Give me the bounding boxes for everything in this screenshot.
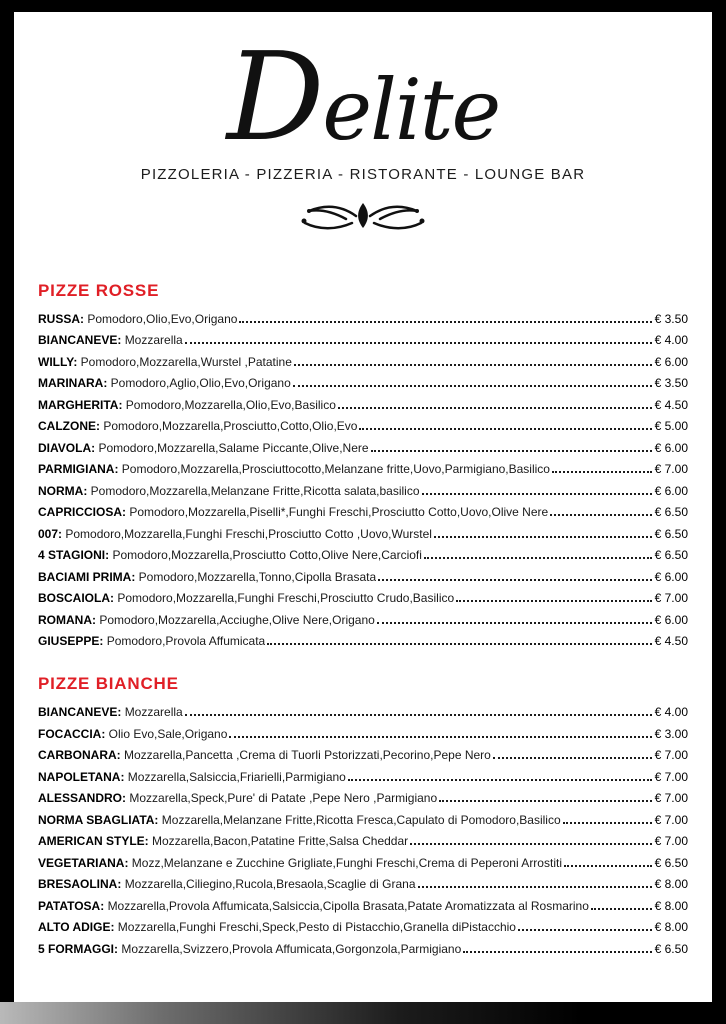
dot-leader — [422, 493, 652, 495]
item-text — [38, 749, 491, 762]
dot-leader — [456, 600, 651, 602]
menu-item-row — [38, 921, 688, 934]
menu-item-row — [38, 506, 688, 519]
menu-item-row — [38, 528, 688, 541]
item-price: € 4.00 — [654, 705, 688, 720]
item-description: Olio Evo,Sale,Origano — [108, 727, 228, 741]
item-text — [38, 549, 422, 562]
item-description: Pomodoro,Provola Affumicata — [106, 635, 266, 649]
item-description: Mozzarella,Pancetta ,Crema di Tuorli Pstorizzati,Pecorino,Pepe Nero — [124, 749, 491, 763]
section-title: PIZZE ROSSE — [38, 280, 160, 300]
item-name: WILLY: — [38, 355, 78, 369]
item-text — [38, 771, 346, 784]
item-name: BRESAOLINA: — [38, 878, 122, 892]
item-price: € 4.50 — [654, 397, 688, 412]
item-text — [38, 857, 562, 870]
item-name: GIUSEPPE: — [38, 635, 104, 649]
item-text — [38, 792, 437, 805]
menu-item-row — [38, 592, 688, 605]
item-name: PARMIGIANA: — [38, 463, 119, 477]
item-name: CARBONARA: — [38, 749, 121, 763]
item-name: CALZONE: — [38, 420, 100, 434]
menu-item-row — [38, 334, 688, 347]
menu-item-row — [38, 878, 688, 891]
item-price: € 7.00 — [654, 791, 688, 806]
item-text — [38, 728, 227, 741]
dot-leader — [563, 822, 652, 824]
item-price: € 8.00 — [654, 898, 688, 913]
item-text — [38, 614, 375, 627]
item-price: € 7.00 — [654, 812, 688, 827]
dot-leader — [552, 471, 652, 473]
item-price: € 6.50 — [654, 855, 688, 870]
dot-leader — [348, 779, 652, 781]
item-text — [38, 442, 369, 455]
item-description: Pomodoro,Olio,Evo,Origano — [87, 312, 238, 326]
dot-leader — [418, 886, 652, 888]
dot-leader — [229, 736, 651, 738]
dot-leader — [185, 714, 652, 716]
item-price: € 4.50 — [654, 634, 688, 649]
dot-leader — [564, 865, 652, 867]
dot-leader — [294, 364, 652, 366]
item-description: Mozzarella — [124, 334, 183, 348]
item-price: € 4.00 — [654, 333, 688, 348]
item-text — [38, 420, 357, 433]
item-price: € 8.00 — [654, 920, 688, 935]
item-text — [38, 814, 561, 827]
item-description: Pomodoro,Mozzarella,Prosciuttocotto,Melanzane fritte,Uovo,Parmigiano,Basilico — [121, 463, 550, 477]
item-price: € 7.00 — [654, 769, 688, 784]
dot-leader — [434, 536, 652, 538]
item-description: Pomodoro,Mozzarella,Melanzane Fritte,Ricotta salata,basilico — [90, 484, 420, 498]
item-price: € 6.00 — [654, 440, 688, 455]
item-price: € 6.50 — [654, 941, 688, 956]
floral-flourish-icon — [14, 197, 712, 237]
menu-item-row — [38, 463, 688, 476]
item-text — [38, 334, 183, 347]
item-name: MARINARA: — [38, 377, 108, 391]
item-description: Pomodoro,Mozzarella,Acciughe,Olive Nere,Origano — [99, 613, 375, 627]
section-title: PIZZE BIANCHE — [38, 674, 179, 694]
item-text — [38, 313, 237, 326]
dot-leader — [591, 908, 652, 910]
item-name: ALESSANDRO: — [38, 792, 127, 806]
item-price: € 6.50 — [654, 505, 688, 520]
menu-item-row — [38, 814, 688, 827]
menu-item-row — [38, 728, 688, 741]
item-description: Pomodoro,Mozzarella,Prosciutto,Cotto,Olio,Evo — [103, 420, 358, 434]
item-text — [38, 485, 420, 498]
item-text — [38, 835, 408, 848]
item-price: € 8.00 — [654, 877, 688, 892]
menu-item-row — [38, 749, 688, 762]
item-name: CAPRICCIOSA: — [38, 506, 127, 520]
menu-item-row — [38, 771, 688, 784]
menu-item-row — [38, 549, 688, 562]
item-price: € 3.50 — [654, 376, 688, 391]
dot-leader — [267, 643, 651, 645]
item-name: RUSSA: — [38, 312, 85, 326]
menu-item-row — [38, 356, 688, 369]
item-description: Mozz,Melanzane e Zucchine Grigliate,Funghi Freschi,Crema di Peperoni Arrostiti — [131, 856, 562, 870]
dot-leader — [463, 951, 651, 953]
item-price: € 6.00 — [654, 483, 688, 498]
item-description: Mozzarella,Speck,Pure' di Patate ,Pepe Nero ,Parmigiano — [129, 792, 438, 806]
item-description: Pomodoro,Mozzarella,Funghi Freschi,Prosciutto Crudo,Basilico — [117, 592, 455, 606]
item-name: FOCACCIA: — [38, 727, 106, 741]
item-price: € 3.00 — [654, 726, 688, 741]
item-name: AMERICAN STYLE: — [38, 835, 149, 849]
item-price: € 7.00 — [654, 462, 688, 477]
menu-item-row — [38, 571, 688, 584]
item-text — [38, 900, 589, 913]
item-description: Pomodoro,Mozzarella,Wurstel ,Patatine — [80, 355, 292, 369]
menu-item-row — [38, 377, 688, 390]
dot-leader — [439, 800, 651, 802]
item-text — [38, 506, 548, 519]
item-name: MARGHERITA: — [38, 398, 123, 412]
menu-item-row — [38, 792, 688, 805]
item-description: Mozzarella,Ciliegino,Rucola,Bresaola,Scaglie di Grana — [124, 878, 416, 892]
item-name: BACIAMI PRIMA: — [38, 570, 136, 584]
item-description: Pomodoro,Mozzarella,Piselli*,Funghi Freschi,Prosciutto Cotto,Uovo,Olive Nere — [129, 506, 549, 520]
item-text — [38, 592, 454, 605]
item-text — [38, 356, 292, 369]
item-description: Mozzarella,Provola Affumicata,Salsiccia,Cipolla Brasata,Patate Aromatizzata al Rosmarino — [107, 899, 589, 913]
dot-leader — [293, 385, 652, 387]
item-name: BOSCAIOLA: — [38, 592, 114, 606]
item-description: Pomodoro,Aglio,Olio,Evo,Origano — [110, 377, 291, 391]
menu-item-row — [38, 900, 688, 913]
dot-leader — [371, 450, 652, 452]
item-description: Mozzarella,Melanzane Fritte,Ricotta Fresca,Capulato di Pomodoro,Basilico — [161, 813, 561, 827]
brand-subtitle: PIZZOLERIA - PIZZERIA - RISTORANTE - LOUNGE BAR — [140, 165, 586, 183]
item-name: PATATOSA: — [38, 899, 105, 913]
menu-item-row — [38, 835, 688, 848]
menu-item-row — [38, 485, 688, 498]
menu-item-row — [38, 442, 688, 455]
item-price: € 7.00 — [654, 591, 688, 606]
dot-leader — [239, 321, 651, 323]
brand-title: Delite — [226, 26, 500, 168]
dot-leader — [424, 557, 652, 559]
item-description: Pomodoro,Mozzarella,Tonno,Cipolla Brasata — [138, 570, 377, 584]
item-name: BIANCANEVE: — [38, 706, 122, 720]
menu-sheet — [14, 12, 712, 1002]
item-text — [38, 878, 416, 891]
item-text — [38, 706, 183, 719]
item-text — [38, 399, 336, 412]
item-price: € 7.00 — [654, 748, 688, 763]
dot-leader — [338, 407, 652, 409]
item-price: € 3.50 — [654, 311, 688, 326]
menu-item-row — [38, 635, 688, 648]
menu-item-row — [38, 399, 688, 412]
item-description: Mozzarella,Salsiccia,Friarielli,Parmigiano — [127, 770, 346, 784]
item-text — [38, 921, 516, 934]
menu-item-row — [38, 614, 688, 627]
item-description: Pomodoro,Mozzarella,Salame Piccante,Olive,Nere — [98, 441, 369, 455]
menu-sections — [14, 237, 712, 956]
dot-leader — [550, 514, 651, 516]
dot-leader — [185, 342, 652, 344]
item-name: ROMANA: — [38, 613, 96, 627]
item-price: € 6.00 — [654, 569, 688, 584]
item-text — [38, 571, 376, 584]
item-text — [38, 528, 432, 541]
item-name: BIANCANEVE: — [38, 334, 122, 348]
item-description: Pomodoro,Mozzarella,Olio,Evo,Basilico — [125, 398, 336, 412]
menu-item-row — [38, 943, 688, 956]
item-name: 007: — [38, 527, 63, 541]
item-text — [38, 943, 461, 956]
item-name: NORMA SBAGLIATA: — [38, 813, 159, 827]
item-description: Mozzarella,Svizzero,Provola Affumicata,Gorgonzola,Parmigiano — [121, 942, 462, 956]
item-price: € 6.00 — [654, 354, 688, 369]
item-description: Mozzarella — [124, 706, 183, 720]
menu-item-row — [38, 313, 688, 326]
menu-header — [14, 12, 712, 237]
item-description: Mozzarella,Funghi Freschi,Speck,Pesto di Pistacchio,Granella diPistacchio — [117, 921, 516, 935]
item-name: NORMA: — [38, 484, 88, 498]
item-price: € 6.50 — [654, 548, 688, 563]
item-description: Pomodoro,Mozzarella,Prosciutto Cotto,Olive Nere,Carciofi — [112, 549, 422, 563]
menu-item-row — [38, 420, 688, 433]
item-name: DIAVOLA: — [38, 441, 96, 455]
item-text — [38, 377, 291, 390]
dot-leader — [410, 843, 651, 845]
bottom-frame-band — [0, 1002, 726, 1024]
item-text — [38, 635, 265, 648]
item-price: € 5.00 — [654, 419, 688, 434]
dot-leader — [518, 929, 652, 931]
item-text — [38, 463, 550, 476]
item-price: € 7.00 — [654, 834, 688, 849]
item-name: 5 FORMAGGI: — [38, 942, 118, 956]
menu-section — [38, 674, 688, 956]
item-description: Pomodoro,Mozzarella,Funghi Freschi,Prosciutto Cotto ,Uovo,Wurstel — [65, 527, 432, 541]
dot-leader — [359, 428, 651, 430]
dot-leader — [493, 757, 652, 759]
menu-item-row — [38, 857, 688, 870]
dot-leader — [378, 579, 651, 581]
menu-item-row — [38, 706, 688, 719]
item-name: NAPOLETANA: — [38, 770, 125, 784]
item-price: € 6.50 — [654, 526, 688, 541]
menu-section — [38, 281, 688, 649]
item-price: € 6.00 — [654, 612, 688, 627]
item-name: ALTO ADIGE: — [38, 921, 115, 935]
item-description: Mozzarella,Bacon,Patatine Fritte,Salsa Cheddar — [152, 835, 409, 849]
dot-leader — [377, 622, 652, 624]
item-name: VEGETARIANA: — [38, 856, 129, 870]
item-name: 4 STAGIONI: — [38, 549, 110, 563]
